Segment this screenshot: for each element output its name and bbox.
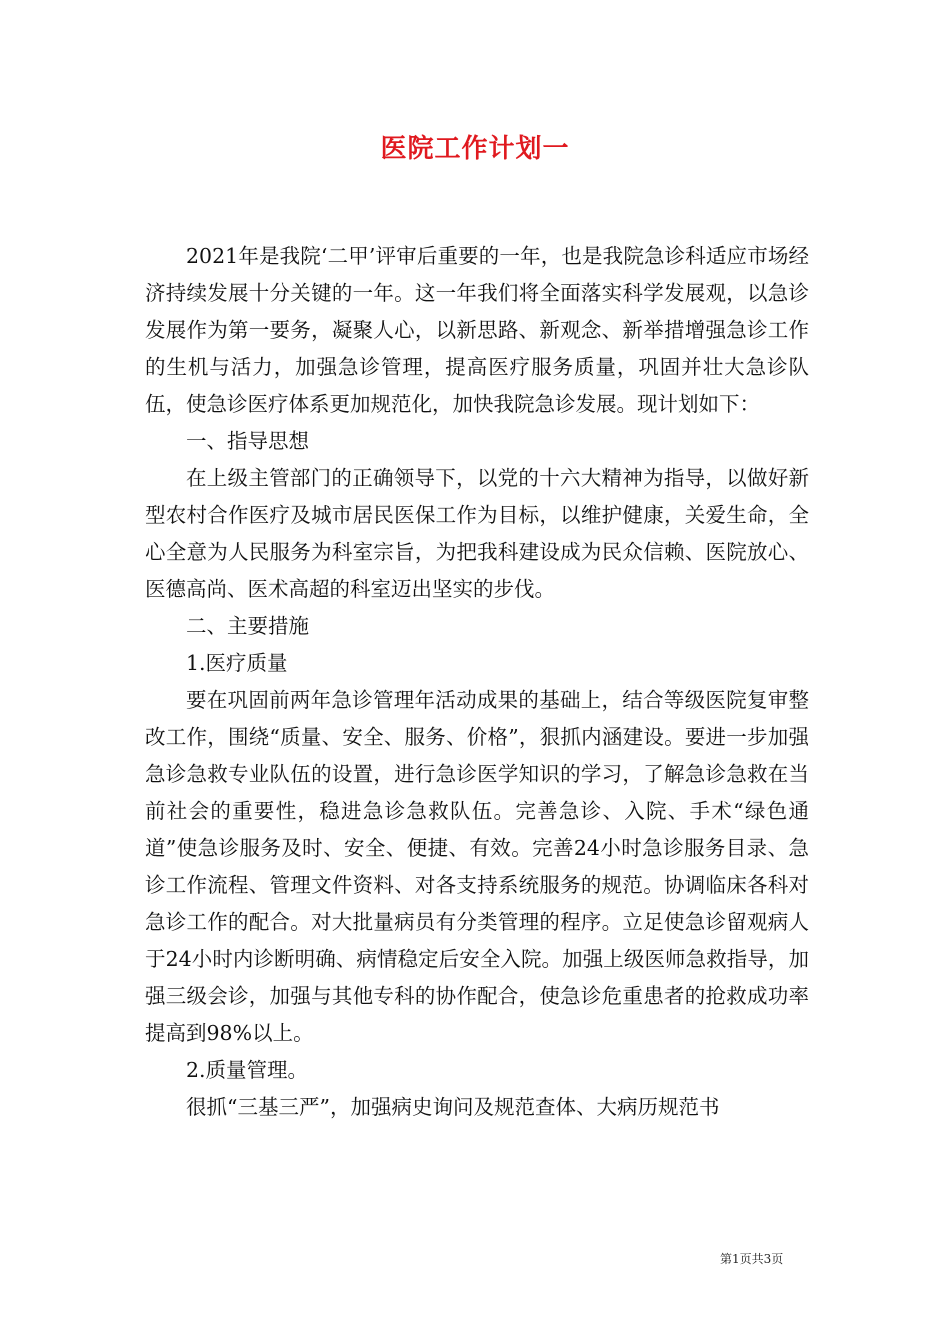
quality-management-paragraph: 很抓“三基三严”，加强病史询问及规范查体、大病历规范书 [186,1095,720,1119]
intro-paragraph: 2021年是我院‘二甲’评审后重要的一年，也是我院急诊科适应市场经济持续发展十分关键的一年。这一年我们将全面落实科学发展观，以急诊发展作为第一要务，凝聚人心，以新思路、新观念、新举措增强急诊工作的生机与活力，加强急诊管理，提高医疗服务质量，巩固并壮大急诊队伍，使急诊医疗体系更加规范化，加快我院急诊发展。现计划如下： [145,244,809,416]
page-number-footer: 第1页共3页 [720,1252,784,1266]
section-heading-main-measures: 二、主要措施 [186,614,309,638]
subheading-quality-management: 2.质量管理。 [186,1058,309,1082]
document-body [145,238,809,1126]
subheading-medical-quality: 1.医疗质量 [186,651,288,675]
section-heading-guiding-ideology: 一、指导思想 [186,429,309,453]
medical-quality-paragraph: 要在巩固前两年急诊管理年活动成果的基础上，结合等级医院复审整改工作，围绕“质量、安全、服务、价格”，狠抓内涵建设。要进一步加强急诊急救专业队伍的设置，进行急诊医学知识的学习，了解急诊急救在当前社会的重要性，稳进急诊急救队伍。完善急诊、入院、手术“绿色通道”使急诊服务及时、安全、便捷、有效。完善24小时急诊服务目录、急诊工作流程、管理文件资料、对各支持系统服务的规范。协调临床各科对急诊工作的配合。对大批量病员有分类管理的程序。立足使急诊留观病人于24小时内诊断明确、病情稳定后安全入院。加强上级医师急救指导，加强三级会诊，加强与其他专科的协作配合，使急诊危重患者的抢救成功率提高到98%以上。 [145,688,809,1045]
page-title: 医院工作计划一 [380,134,570,164]
guiding-ideology-paragraph: 在上级主管部门的正确领导下，以党的十六大精神为指导，以做好新型农村合作医疗及城市居民医保工作为目标，以维护健康，关爱生命，全心全意为人民服务为科室宗旨，为把我科建设成为民众信赖、医院放心、医德高尚、医术高超的科室迈出坚实的步伐。 [145,466,809,601]
